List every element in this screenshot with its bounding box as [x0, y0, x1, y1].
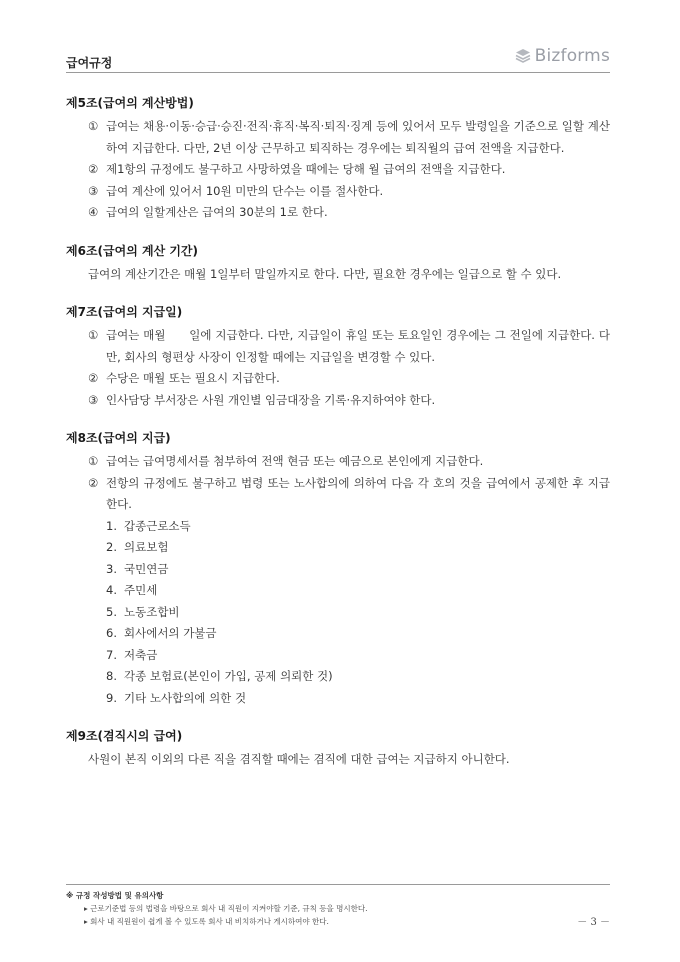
footer-notes-title: ※ 규정 작성방법 및 유의사항 — [66, 891, 164, 900]
clause-text: 급여는 매월 일에 지급한다. 다만, 지급일이 휴일 또는 토요일인 경우에는 그 전일에 지급한다. 다만, 회사의 형편상 사장이 인정할 때에는 지급일을 변경할 수 있다. — [106, 328, 610, 364]
footer-note: ▸ 근로기준법 등의 법령을 바탕으로 회사 내 직원이 지켜야할 기준, 규칙 등을 명시한다. — [84, 904, 368, 913]
deduction-item — [66, 623, 610, 645]
deduction-text: 각종 보험료(본인이 가입, 공제 의뢰한 것) — [124, 669, 333, 683]
deduction-number: 9. — [106, 690, 117, 705]
deduction-item — [66, 666, 610, 688]
clause-text: 급여는 채용·이동·승급·승진·전직·휴직·복직·퇴직·징계 등에 있어서 모두 발령일을 기준으로 일할 계산하여 지급한다. 다만, 2년 이상 근무하고 퇴직하는 경우에는 퇴직월의 급여 전액을 지급한다. — [106, 119, 610, 155]
layers-icon — [515, 48, 531, 64]
clause-text: 제1항의 규정에도 불구하고 사망하였을 때에는 당해 월 급여의 전액을 지급한다. — [106, 162, 506, 176]
deduction-number: 4. — [106, 583, 117, 597]
clause-text: 수당은 매월 또는 필요시 지급한다. — [106, 371, 280, 385]
deduction-text: 저축금 — [124, 647, 158, 662]
clause-item — [66, 181, 610, 203]
clause-mark: ② — [88, 371, 99, 385]
deduction-number: 5. — [106, 604, 117, 619]
clause-item — [66, 116, 610, 159]
article-6 — [66, 242, 610, 286]
article-title: 제7조(급여의 지급일) — [66, 305, 183, 319]
article-9 — [66, 727, 610, 771]
article-7 — [66, 303, 610, 411]
bizforms-logo — [515, 46, 610, 66]
article-text: 급여의 계산기간은 매월 1일부터 말일까지로 한다. 다만, 필요한 경우에는 일급으로 할 수 있다. — [88, 266, 562, 281]
page-header — [66, 44, 610, 73]
clause-mark: ② — [88, 162, 99, 176]
clause-text: 급여 계산에 있어서 10원 미만의 단수는 이를 절사한다. — [106, 183, 384, 198]
logo-text: Bizforms — [534, 46, 610, 66]
clause-mark: ② — [88, 475, 99, 490]
deduction-item — [66, 688, 610, 710]
article-title: 제5조(급여의 계산방법) — [66, 96, 194, 110]
clause-text: 급여의 일할계산은 급여의 30분의 1로 한다. — [106, 205, 328, 219]
deduction-text: 노동조합비 — [124, 604, 180, 619]
deduction-item — [66, 516, 610, 538]
clause-item — [66, 202, 610, 224]
deduction-text: 기타 노사합의에 의한 것 — [124, 690, 247, 705]
clause-mark: ① — [88, 119, 99, 133]
deduction-item — [66, 559, 610, 581]
deduction-number: 3. — [106, 561, 117, 576]
article-text: 사원이 본직 이외의 다른 직을 겸직할 때에는 겸직에 대한 급여는 지급하지 아니한다. — [88, 752, 510, 766]
deduction-number: 2. — [106, 540, 117, 554]
clause-text: 인사담당 부서장은 사원 개인별 임금대장을 기록·유지하여야 한다. — [106, 392, 436, 407]
page-footer — [66, 884, 610, 928]
clause-mark: ③ — [88, 392, 99, 407]
document-title: 급여규정 — [66, 56, 113, 70]
document-body — [66, 94, 610, 789]
deduction-item — [66, 580, 610, 602]
deduction-text: 회사에서의 가불금 — [124, 626, 217, 640]
article-8 — [66, 429, 610, 709]
clause-item — [66, 451, 610, 473]
deduction-number: 8. — [106, 669, 117, 683]
deduction-text: 국민연금 — [124, 561, 169, 576]
deduction-text: 의료보험 — [124, 540, 169, 554]
clause-item — [66, 473, 610, 516]
deduction-text: 갑종근로소득 — [124, 518, 191, 533]
article-title: 제9조(겸직시의 급여) — [66, 729, 183, 743]
article-5 — [66, 94, 610, 224]
deduction-number: 1. — [106, 518, 117, 533]
deduction-text: 주민세 — [124, 583, 158, 597]
deduction-item — [66, 645, 610, 667]
clause-mark: ① — [88, 328, 99, 342]
clause-mark: ① — [88, 454, 99, 468]
clause-item — [66, 159, 610, 181]
deduction-item — [66, 537, 610, 559]
deduction-number: 6. — [106, 626, 117, 640]
page-number: － 3 － — [577, 917, 610, 928]
clause-item — [66, 368, 610, 390]
clause-mark: ③ — [88, 183, 99, 198]
deduction-number: 7. — [106, 647, 117, 662]
footer-note: ▸ 회사 내 직원원이 쉽게 볼 수 있도록 회사 내 비치하거나 게시하여야 한다. — [84, 917, 329, 926]
article-title: 제8조(급여의 지급) — [66, 431, 171, 445]
clause-item — [66, 390, 610, 412]
clause-mark: ④ — [88, 205, 99, 219]
article-title: 제6조(급여의 계산 기간) — [66, 243, 199, 258]
clause-item — [66, 325, 610, 368]
deduction-item — [66, 602, 610, 624]
clause-text: 급여는 급여명세서를 첨부하여 전액 현금 또는 예금으로 본인에게 지급한다. — [106, 454, 484, 468]
clause-text: 전항의 규정에도 불구하고 법령 또는 노사합의에 의하여 다음 각 호의 것을 급여에서 공제한 후 지급한다. — [106, 475, 610, 511]
